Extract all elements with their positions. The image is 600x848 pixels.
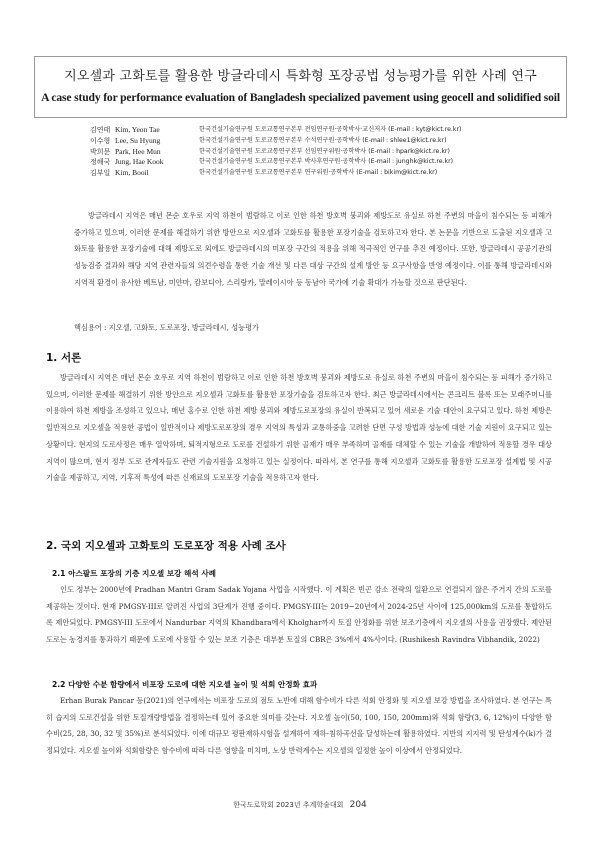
subsection-2-2-heading: 2.2 다양한 수분 함량에서 비포장 도로에 대한 지오셀 높이 및 석회 안정화 효과 <box>52 680 318 689</box>
author-affiliation: 한국건설기술연구원 도로교통연구본부 연구위원·공학박사 (E-mail : bikim@kict.re.kr) <box>199 169 438 177</box>
subsection-2-1-body: 인도 정부는 2000년에 Pradhan Mantri Gram Sadak Yojana 사업을 시작했다. 이 계획은 빈곤 감소 전략의 일환으로 연결되지 않은 주거지 간의 도로를 제공하는 것이다. 현재 PMGSY-III로 알려진 사업의 3단계가 진행 중이다. PMGSY-III는 2019~20년에서 2024-25년 사이에 125,000km의 도로를 통합하도록 제안되었다. PMGSY-III 도로에서 Nandurbar 지역의 Khandbara에서 Kholghar까지 토질 안정화를 위한 보조기층에서 지오셀의 사용을 권장했다. 제안된 도로는 농경지를 통과하기 때문에 도로에 사용할 수 있는 보조 기층은 대부분 토질의 CBR은 3%에서 4%사이다. (Rushikesh Ravindra Vibhandik, 2022) <box>46 585 552 645</box>
section-1-body: 방글라데시 지역은 매년 몬순 호우로 지역 하천이 범람하고 이로 인한 하천 방호벽 붕괴와 제방도로 유실로 하천 주변의 마을이 침수되는 등 피해가 증가하고 있으며, 이러한 문제를 해결하기 위한 방안으로 지오셀과 고화토를 활용한 포장기술을 검토하고자 한다. 최근 방글라데시에서는 콘크리트 블록 또는 모래주머니를 이용하여 하천 제방을 조성하고 있으나, 매년 홍수로 인한 하천 제방 붕괴와 제방도로포장의 유실이 반복되고 있어 새로운 기술 대안이 요구되고 있다. 하천 제방은 일반적으로 지오셀을 적용한 공법이 일반적이나 제방도로포장의 경우 지역의 특성과 교통하중을 고려한 단면 구성 방법과 성능에 대한 기술 지원이 요구되고 있는 상황이다. 현지의 도로사정은 매우 열악하며, 퇴적지형으로 도로를 건설하기 위한 골재가 매우 부족하며 골재를 대체할 수 있는 기술을 개발하여 적용할 경우 대상 지역이 많으며, 현지 정부 도로 관계자들도 관련 기술지원을 요청하고 있는 실정이다. 따라서, 본 연구를 통해 지오셀과 고화토를 활용한 도로포장 설계법 및 시공 기술을 제공하고, 지역, 기후적 특성에 따른 신재료의 도로포장 기술을 적용하고자 한다. <box>46 373 552 483</box>
author-row <box>90 147 560 158</box>
author-name-english: Park, Hee Mun <box>115 146 161 156</box>
author-row <box>90 157 560 168</box>
subsection-2-2-body: Erhan Burak Pancar 등(2021)의 연구에서는 비포장 도로의 점토 노반에 대해 함수비가 다른 석회 안정화 및 지오셀 보강 방법을 조사하였다. 본 연구는 특히 습지의 도로건설을 위한 토질개량방법을 결정하는데 있어 중요한 의미를 갖는다. 지오셀 높이(50, 100, 150, 200mm)와 석회 함량(3, 6, 12%)이 다양한 함수비(25, 28, 30, 32 및 35%)로 분석되었다. 이에 대규모 평판재하시험을 설계하여 재하-침하곡선을 달성하는데 활용하였다. 지반의 지지력 및 탄성계수(k)가 결정되었다. 지오셀 높이와 석회함량은 함수비에 따라 다른 영향을 미치며, 노상 반력계수는 지오셀의 일정한 높이 이상에서 안정되었다. <box>46 696 552 756</box>
author-name-korean: 정해국 <box>90 158 111 167</box>
author-row <box>90 125 560 136</box>
author-affiliation: 한국건설기술연구원 도로교통연구본부 선임연구위원·공학박사 (E-mail : hpark@kict.re.kr) <box>199 147 450 155</box>
keywords: 핵심용어 : 지오셀, 고화토, 도로포장, 방글라데시, 성능평가 <box>74 323 259 332</box>
author-name-korean: 김부일 <box>90 169 111 178</box>
section-2-heading: 2. 국외 지오셀과 고화토의 도로포장 적용 사례 조사 <box>46 540 286 552</box>
subsection-2-1-heading: 2.1 아스팔트 포장의 기층 지오셀 보강 해석 사례 <box>52 569 216 578</box>
abstract: 방글라데시 지역은 매년 몬순 호우로 지역 하천이 범람하고 이로 인한 하천 방호벽 붕괴와 제방도로 유실로 하천 주변의 마을이 침수되는 등 피해가 증가하고 있으며, 이러한 문제를 해결하기 위한 방안으로 지오셀과 고화토를 활용한 포장기술을 검토하고자 한다. 본 논문을 기반으로 도출된 지오셀과 고화토를 활용한 포장기술에 대해 제방도로 외에도 방글라데시의 미포장 구간의 적용을 위해 적극적인 연구를 추진 예정이다. 또한, 방글라데시 공공기관의 성능검증 결과와 해당 지역 관련자들의 의견수렴을 통한 기술 개선 및 다른 대상 구간의 설계 방안 등 요구사항을 반영 예정이다. 이를 통해 방글라데시와 지역적 환경이 유사한 베트남, 미얀마, 캄보디아, 스리랑카, 말레이시아 등 동남아 국가에 기술 확대가 가능할 것으로 판단된다. <box>74 211 552 287</box>
author-name-korean: 이수형 <box>90 136 111 145</box>
author-row <box>90 136 560 147</box>
author-name-korean: 김연태 <box>90 126 111 134</box>
conference-name: 한국도로학회 2023년 추계학술대회 <box>233 801 344 809</box>
author-name-english: Kim, Yeon Tae <box>115 125 160 134</box>
page-number: 204 <box>349 800 367 810</box>
title-korean: 지오셀과 고화토를 활용한 방글라데시 특화형 포장공법 성능평가를 위한 사례 연구 <box>64 69 537 84</box>
author-affiliation: 한국건설기술연구원 도로교통연구본부 박사후연구원·공학박사 (E-mail : junghk@kict.re.kr) <box>199 158 454 166</box>
author-name-english: Kim, Booil <box>115 168 149 178</box>
author-list <box>90 125 560 179</box>
author-row <box>90 168 560 179</box>
section-1-heading: 1. 서론 <box>46 352 82 364</box>
author-affiliation: 한국건설기술연구원 도로교통연구본부 전임연구원·공학박사·교신저자 (E-mail : kyt@kict.re.kr) <box>199 126 462 133</box>
title-box <box>34 56 567 118</box>
page-footer <box>0 800 600 810</box>
author-name-korean: 박희문 <box>90 147 111 156</box>
author-name-english: Jung, Hae Kook <box>115 157 164 167</box>
author-name-english: Lee, Su Hyung <box>115 135 161 145</box>
author-affiliation: 한국건설기술연구원 도로교통연구본부 수석연구원·공학박사 (E-mail : shlee1@kict.re.kr) <box>199 136 447 144</box>
title-english: A case study for performance evaluation of Bangladesh specialized pavement using geocell and solidified soil <box>41 91 560 104</box>
